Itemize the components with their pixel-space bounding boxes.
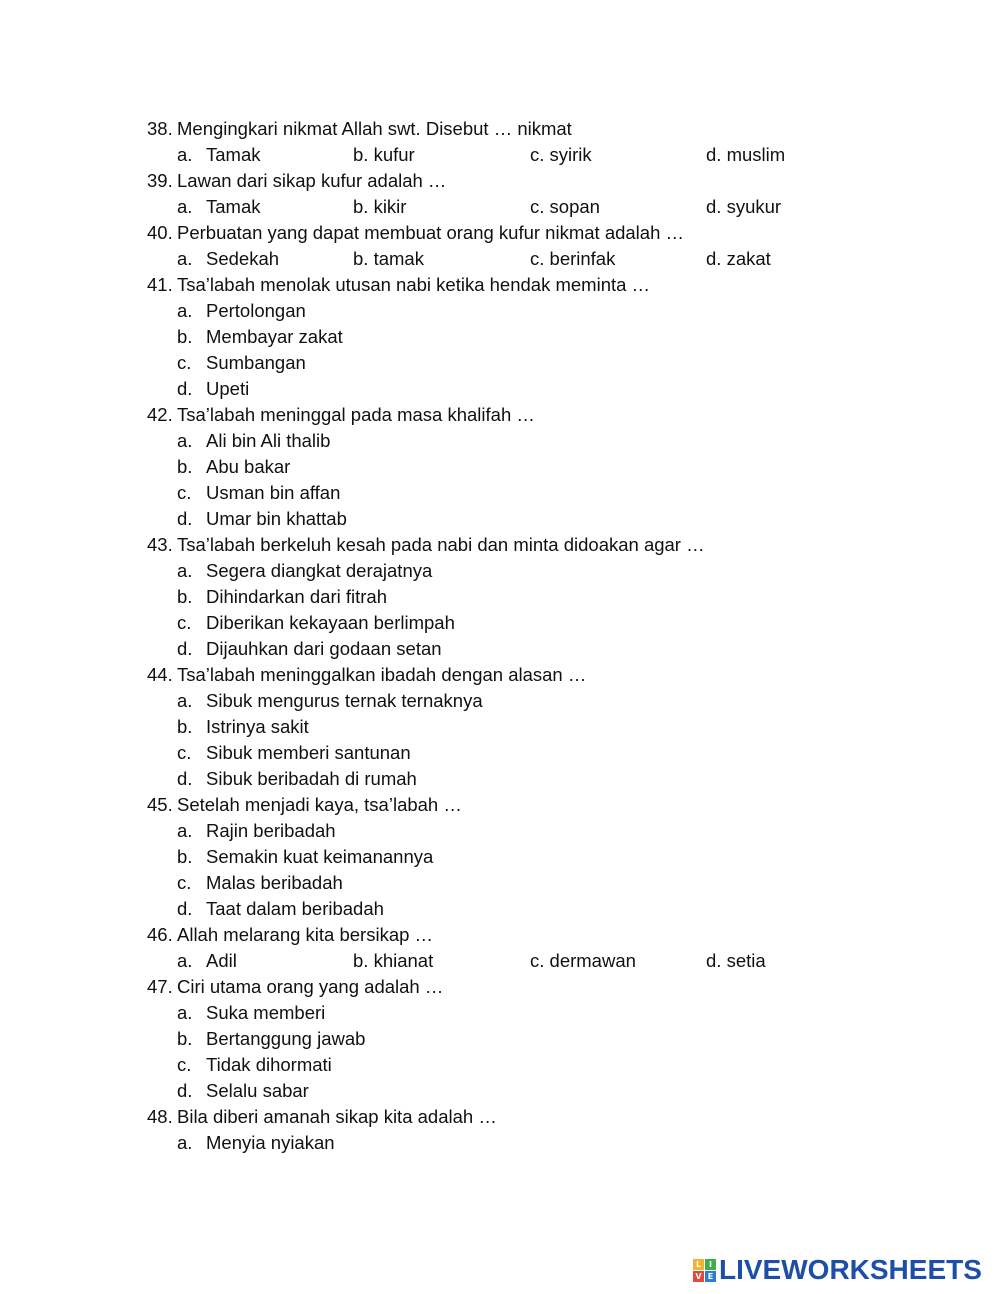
option-text[interactable]: Dijauhkan dari godaan setan: [206, 638, 442, 659]
option-letter: a.: [177, 196, 193, 217]
option-text[interactable]: Tamak: [206, 196, 261, 217]
option-text[interactable]: Ali bin Ali thalib: [206, 430, 331, 451]
question-text: Tsa’labah berkeluh kesah pada nabi dan minta didoakan agar …: [177, 534, 705, 555]
option-row: [0, 350, 1000, 376]
option-letter: d.: [177, 508, 193, 529]
question-number: 40.: [147, 222, 173, 243]
option-text[interactable]: b. khianat: [353, 950, 434, 971]
option-row: [0, 1000, 1000, 1026]
option-row: [0, 1026, 1000, 1052]
question-number: 47.: [147, 976, 173, 997]
option-letter: a.: [177, 1132, 193, 1153]
question-text: Allah melarang kita bersikap …: [177, 924, 434, 945]
option-letter: a.: [177, 690, 193, 711]
option-row: [0, 870, 1000, 896]
option-text[interactable]: Semakin kuat keimanannya: [206, 846, 434, 867]
option-text[interactable]: Malas beribadah: [206, 872, 343, 893]
question-block: [0, 532, 1000, 662]
option-row: [0, 506, 1000, 532]
question-block: [0, 168, 1000, 220]
option-text[interactable]: Rajin beribadah: [206, 820, 336, 841]
option-text[interactable]: Umar bin khattab: [206, 508, 347, 529]
option-row: [0, 480, 1000, 506]
question-block: [0, 792, 1000, 922]
question-line: [0, 532, 1000, 558]
question-block: [0, 272, 1000, 402]
question-line: [0, 272, 1000, 298]
question-number: 42.: [147, 404, 173, 425]
option-text[interactable]: b. kufur: [353, 144, 415, 165]
question-text: Tsa’labah menolak utusan nabi ketika hendak meminta …: [177, 274, 651, 295]
option-letter: c.: [177, 872, 192, 893]
option-letter: b.: [177, 846, 193, 867]
option-letter: c.: [177, 1054, 192, 1075]
option-letter: a.: [177, 430, 193, 451]
option-row: [0, 584, 1000, 610]
option-text[interactable]: c. dermawan: [530, 950, 636, 971]
option-row: [0, 376, 1000, 402]
question-number: 45.: [147, 794, 173, 815]
question-number: 41.: [147, 274, 173, 295]
liveworksheets-logo: [693, 1255, 982, 1285]
option-text[interactable]: c. berinfak: [530, 248, 616, 269]
option-letter: c.: [177, 612, 192, 633]
option-text[interactable]: Bertanggung jawab: [206, 1028, 366, 1049]
option-letter: b.: [177, 456, 193, 477]
option-row: [0, 766, 1000, 792]
option-text[interactable]: d. muslim: [706, 144, 786, 165]
question-block: [0, 662, 1000, 792]
option-row: [0, 636, 1000, 662]
option-text[interactable]: Suka memberi: [206, 1002, 326, 1023]
option-row: [0, 818, 1000, 844]
question-number: 38.: [147, 118, 173, 139]
worksheet-document: [0, 116, 1000, 1156]
question-number: 48.: [147, 1106, 173, 1127]
option-letter: a.: [177, 820, 193, 841]
option-text[interactable]: Membayar zakat: [206, 326, 343, 347]
logo-tile: E: [705, 1271, 716, 1282]
option-row: [0, 740, 1000, 766]
option-text[interactable]: d. syukur: [706, 196, 782, 217]
question-block: [0, 922, 1000, 974]
question-text: Ciri utama orang yang adalah …: [177, 976, 444, 997]
option-row: [0, 1078, 1000, 1104]
options-row: [0, 194, 1000, 220]
option-row: [0, 558, 1000, 584]
option-text[interactable]: b. tamak: [353, 248, 424, 269]
option-letter: b.: [177, 1028, 193, 1049]
logo-mark-icon: [693, 1259, 716, 1282]
question-number: 46.: [147, 924, 173, 945]
option-text[interactable]: Sibuk memberi santunan: [206, 742, 411, 763]
option-text[interactable]: Segera diangkat derajatnya: [206, 560, 433, 581]
question-line: [0, 662, 1000, 688]
question-line: [0, 220, 1000, 246]
option-row: [0, 1130, 1000, 1156]
option-text[interactable]: c. sopan: [530, 196, 600, 217]
option-text[interactable]: Taat dalam beribadah: [206, 898, 384, 919]
option-letter: a.: [177, 248, 193, 269]
option-row: [0, 454, 1000, 480]
option-text[interactable]: Adil: [206, 950, 237, 971]
option-row: [0, 714, 1000, 740]
option-letter: d.: [177, 378, 193, 399]
option-text[interactable]: Sedekah: [206, 248, 280, 269]
question-number: 39.: [147, 170, 173, 191]
option-letter: a.: [177, 560, 193, 581]
question-block: [0, 974, 1000, 1104]
option-text[interactable]: Menyia nyiakan: [206, 1132, 335, 1153]
option-letter: c.: [177, 352, 192, 373]
options-row: [0, 246, 1000, 272]
logo-tile: V: [693, 1271, 704, 1282]
option-letter: d.: [177, 768, 193, 789]
option-letter: d.: [177, 898, 193, 919]
option-text[interactable]: Diberikan kekayaan berlimpah: [206, 612, 455, 633]
option-letter: d.: [177, 638, 193, 659]
option-row: [0, 844, 1000, 870]
question-line: [0, 1104, 1000, 1130]
option-text[interactable]: Upeti: [206, 378, 250, 399]
option-row: [0, 1052, 1000, 1078]
option-text[interactable]: Sibuk beribadah di rumah: [206, 768, 417, 789]
question-text: Setelah menjadi kaya, tsa’labah …: [177, 794, 462, 815]
option-row: [0, 896, 1000, 922]
question-block: [0, 402, 1000, 532]
question-line: [0, 792, 1000, 818]
question-block: [0, 1104, 1000, 1156]
option-text[interactable]: Dihindarkan dari fitrah: [206, 586, 387, 607]
option-text[interactable]: b. kikir: [353, 196, 407, 217]
option-letter: b.: [177, 716, 193, 737]
option-letter: a.: [177, 950, 193, 971]
option-letter: b.: [177, 586, 193, 607]
option-letter: a.: [177, 144, 193, 165]
question-line: [0, 168, 1000, 194]
option-text[interactable]: Pertolongan: [206, 300, 306, 321]
question-line: [0, 402, 1000, 428]
question-text: Lawan dari sikap kufur adalah …: [177, 170, 447, 191]
question-text: Mengingkari nikmat Allah swt. Disebut … nikmat: [177, 118, 572, 139]
logo-tile: I: [705, 1259, 716, 1270]
question-line: [0, 922, 1000, 948]
option-text[interactable]: Istrinya sakit: [206, 716, 309, 737]
option-text[interactable]: d. setia: [706, 950, 766, 971]
option-row: [0, 428, 1000, 454]
option-row: [0, 324, 1000, 350]
option-text[interactable]: Abu bakar: [206, 456, 291, 477]
option-letter: c.: [177, 742, 192, 763]
question-text: Bila diberi amanah sikap kita adalah …: [177, 1106, 497, 1127]
option-text[interactable]: Sumbangan: [206, 352, 306, 373]
option-letter: a.: [177, 1002, 193, 1023]
option-letter: b.: [177, 326, 193, 347]
question-text: Tsa’labah meninggalkan ibadah dengan alasan …: [177, 664, 587, 685]
logo-tile: L: [693, 1259, 704, 1270]
question-block: [0, 220, 1000, 272]
option-text[interactable]: d. zakat: [706, 248, 771, 269]
logo-wordmark: LIVEWORKSHEETS: [719, 1254, 982, 1285]
option-letter: d.: [177, 1080, 193, 1101]
option-letter: a.: [177, 300, 193, 321]
question-number: 44.: [147, 664, 173, 685]
option-row: [0, 688, 1000, 714]
question-text: Perbuatan yang dapat membuat orang kufur nikmat adalah …: [177, 222, 685, 243]
question-block: [0, 116, 1000, 168]
option-row: [0, 610, 1000, 636]
option-text[interactable]: Selalu sabar: [206, 1080, 309, 1101]
question-line: [0, 974, 1000, 1000]
option-row: [0, 298, 1000, 324]
option-text[interactable]: Usman bin affan: [206, 482, 341, 503]
question-number: 43.: [147, 534, 173, 555]
option-letter: c.: [177, 482, 192, 503]
options-row: [0, 142, 1000, 168]
question-line: [0, 116, 1000, 142]
option-text[interactable]: Tamak: [206, 144, 261, 165]
options-row: [0, 948, 1000, 974]
option-text[interactable]: c. syirik: [530, 144, 592, 165]
option-text[interactable]: Tidak dihormati: [206, 1054, 332, 1075]
question-text: Tsa’labah meninggal pada masa khalifah …: [177, 404, 535, 425]
option-text[interactable]: Sibuk mengurus ternak ternaknya: [206, 690, 483, 711]
